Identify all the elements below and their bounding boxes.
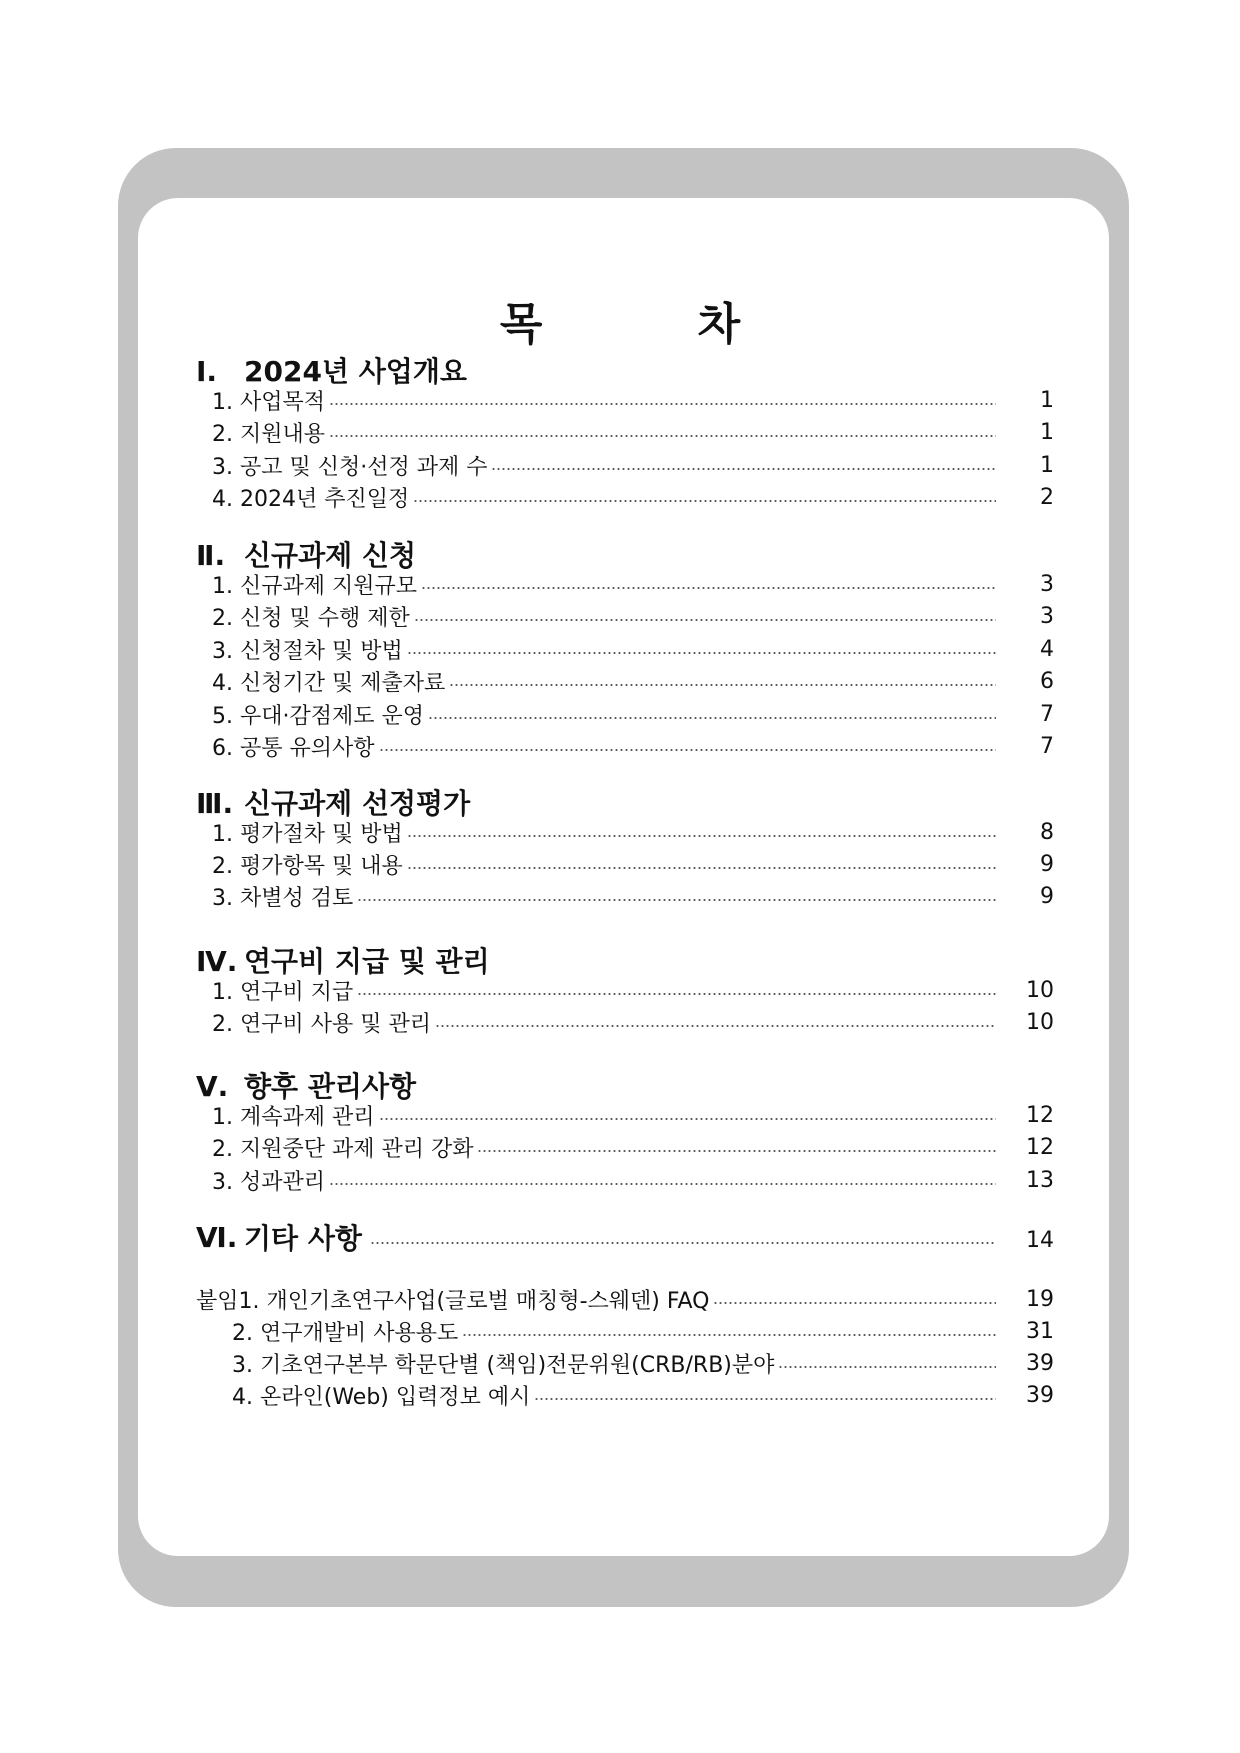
- dot-leader: [370, 1242, 996, 1244]
- toc-entry[interactable]: [212, 449, 1054, 481]
- toc-entry-label: 3. 성과관리: [212, 1169, 325, 1195]
- dot-leader: [435, 1025, 996, 1027]
- page-title: 목 차: [499, 299, 811, 350]
- section-title: 신규과제 신청: [244, 539, 417, 572]
- toc-entry[interactable]: [212, 1131, 1054, 1163]
- toc-entry[interactable]: [212, 974, 1054, 1006]
- dot-leader: [449, 684, 996, 686]
- section-numeral: Ⅵ.: [196, 1220, 238, 1254]
- attachment-entry[interactable]: [196, 1283, 1054, 1315]
- toc-entry-label: 1. 신규과제 지원규모: [212, 573, 417, 599]
- dot-leader: [379, 749, 997, 751]
- toc-entry-label: 1. 연구비 지급: [212, 979, 354, 1005]
- dot-leader: [407, 835, 996, 837]
- toc-entry-label: 2. 평가항목 및 내용: [212, 853, 403, 879]
- dot-leader: [491, 468, 996, 470]
- dot-leader: [413, 500, 996, 502]
- toc-entry-label: 1. 계속과제 관리: [212, 1104, 375, 1130]
- toc-entry-label: 3. 공고 및 신청·선정 과제 수: [212, 454, 488, 480]
- toc-entry-page: 3: [1040, 603, 1054, 629]
- toc-entry-label: 2. 신청 및 수행 제한: [212, 605, 410, 631]
- dot-leader: [462, 1334, 996, 1336]
- toc-entry-label: 2. 연구개발비 사용용도: [232, 1320, 459, 1346]
- toc-entry-page: 1: [1040, 387, 1054, 413]
- toc-entry-page: 10: [1026, 1009, 1054, 1035]
- dot-leader: [407, 867, 996, 869]
- section-title: 신규과제 선정평가: [244, 787, 471, 820]
- toc-entry-page: 7: [1040, 701, 1054, 727]
- section-numeral: Ⅰ.: [196, 355, 218, 388]
- toc-entry-page: 1: [1040, 419, 1054, 445]
- toc-entry[interactable]: [212, 384, 1054, 416]
- toc-entry[interactable]: [212, 481, 1054, 513]
- toc-entry-label: 3. 차별성 검토: [212, 885, 354, 911]
- toc-entry-label: 3. 신청절차 및 방법: [212, 638, 403, 664]
- toc-entry[interactable]: [212, 1006, 1054, 1038]
- dot-leader: [534, 1398, 996, 1400]
- dot-leader: [428, 717, 996, 719]
- dot-leader: [357, 899, 996, 901]
- dot-leader: [329, 403, 996, 405]
- toc-entry[interactable]: [212, 730, 1054, 762]
- toc-entry-page: 19: [1026, 1286, 1054, 1312]
- section-numeral: Ⅴ.: [196, 1070, 229, 1103]
- toc-entry-label: 붙임1. 개인기초연구사업(글로벌 매칭형-스웨덴) FAQ: [196, 1288, 710, 1314]
- toc-entry[interactable]: [212, 665, 1054, 697]
- toc-entry-label: 2. 연구비 사용 및 관리: [212, 1011, 431, 1037]
- toc-entry[interactable]: [212, 848, 1054, 880]
- toc-entry-label: 4. 신청기간 및 제출자료: [212, 670, 446, 696]
- section-numeral: Ⅲ.: [196, 787, 234, 820]
- toc-entry-label: 4. 2024년 추진일정: [212, 486, 410, 512]
- toc-entry-page: 2: [1040, 484, 1054, 510]
- toc-entry[interactable]: [212, 816, 1054, 848]
- toc-entry-page: 31: [1026, 1318, 1054, 1344]
- toc-entry-page: 12: [1026, 1102, 1054, 1128]
- toc-entry-page: 14: [1026, 1227, 1054, 1253]
- dot-leader: [329, 1183, 996, 1185]
- attachment-entry[interactable]: [232, 1347, 1054, 1379]
- attachment-entry[interactable]: [232, 1379, 1054, 1411]
- toc-entry-label: 2. 지원중단 과제 관리 강화: [212, 1136, 474, 1162]
- toc-entry-page: 4: [1040, 636, 1054, 662]
- toc-entry-page: 3: [1040, 571, 1054, 597]
- toc-entry-label: 1. 평가절차 및 방법: [212, 821, 403, 847]
- toc-entry[interactable]: [212, 633, 1054, 665]
- toc-entry-page: 1: [1040, 452, 1054, 478]
- toc-entry-page: 9: [1040, 851, 1054, 877]
- dot-leader: [357, 993, 996, 995]
- toc-entry-label: 3. 기초연구본부 학문단별 (책임)전문위원(CRB/RB)분야: [232, 1352, 775, 1378]
- toc-entry-page: 10: [1026, 977, 1054, 1003]
- attachment-entry[interactable]: [232, 1315, 1054, 1347]
- dot-leader: [329, 435, 996, 437]
- toc-entry-label: 1. 사업목적: [212, 389, 325, 415]
- toc-entry[interactable]: [212, 1099, 1054, 1131]
- toc-entry-page: 6: [1040, 668, 1054, 694]
- toc-entry-label: 2. 지원내용: [212, 421, 325, 447]
- section-title: 기타 사항: [244, 1222, 362, 1255]
- dot-leader: [407, 652, 996, 654]
- toc-entry[interactable]: [212, 698, 1054, 730]
- dot-leader: [713, 1302, 996, 1304]
- section-heading-6[interactable]: [196, 1217, 1054, 1257]
- dot-leader: [414, 619, 996, 621]
- toc-entry[interactable]: [212, 416, 1054, 448]
- dot-leader: [379, 1118, 997, 1120]
- dot-leader: [778, 1366, 996, 1368]
- section-numeral: Ⅳ.: [196, 945, 238, 978]
- toc-entry-page: 39: [1026, 1382, 1054, 1408]
- toc-entry-page: 39: [1026, 1350, 1054, 1376]
- section-title: 향후 관리사항: [244, 1070, 417, 1103]
- dot-leader: [477, 1150, 996, 1152]
- toc-entry-page: 9: [1040, 883, 1054, 909]
- toc-entry[interactable]: [212, 880, 1054, 912]
- section-title: 연구비 지급 및 관리: [244, 945, 490, 978]
- toc-entry-label: 6. 공통 유의사항: [212, 735, 375, 761]
- section-numeral: Ⅱ.: [196, 539, 226, 572]
- toc-entry-page: 12: [1026, 1134, 1054, 1160]
- section-title: 2024년 사업개요: [244, 355, 467, 388]
- toc-entry-label: 4. 온라인(Web) 입력정보 예시: [232, 1384, 531, 1410]
- toc-entry-page: 8: [1040, 819, 1054, 845]
- dot-leader: [421, 587, 996, 589]
- toc-entry-page: 7: [1040, 733, 1054, 759]
- toc-entry[interactable]: [212, 568, 1054, 600]
- toc-entry[interactable]: [212, 1164, 1054, 1196]
- toc-entry-label: 5. 우대·감점제도 운영: [212, 703, 424, 729]
- toc-entry[interactable]: [212, 600, 1054, 632]
- toc-entry-page: 13: [1026, 1167, 1054, 1193]
